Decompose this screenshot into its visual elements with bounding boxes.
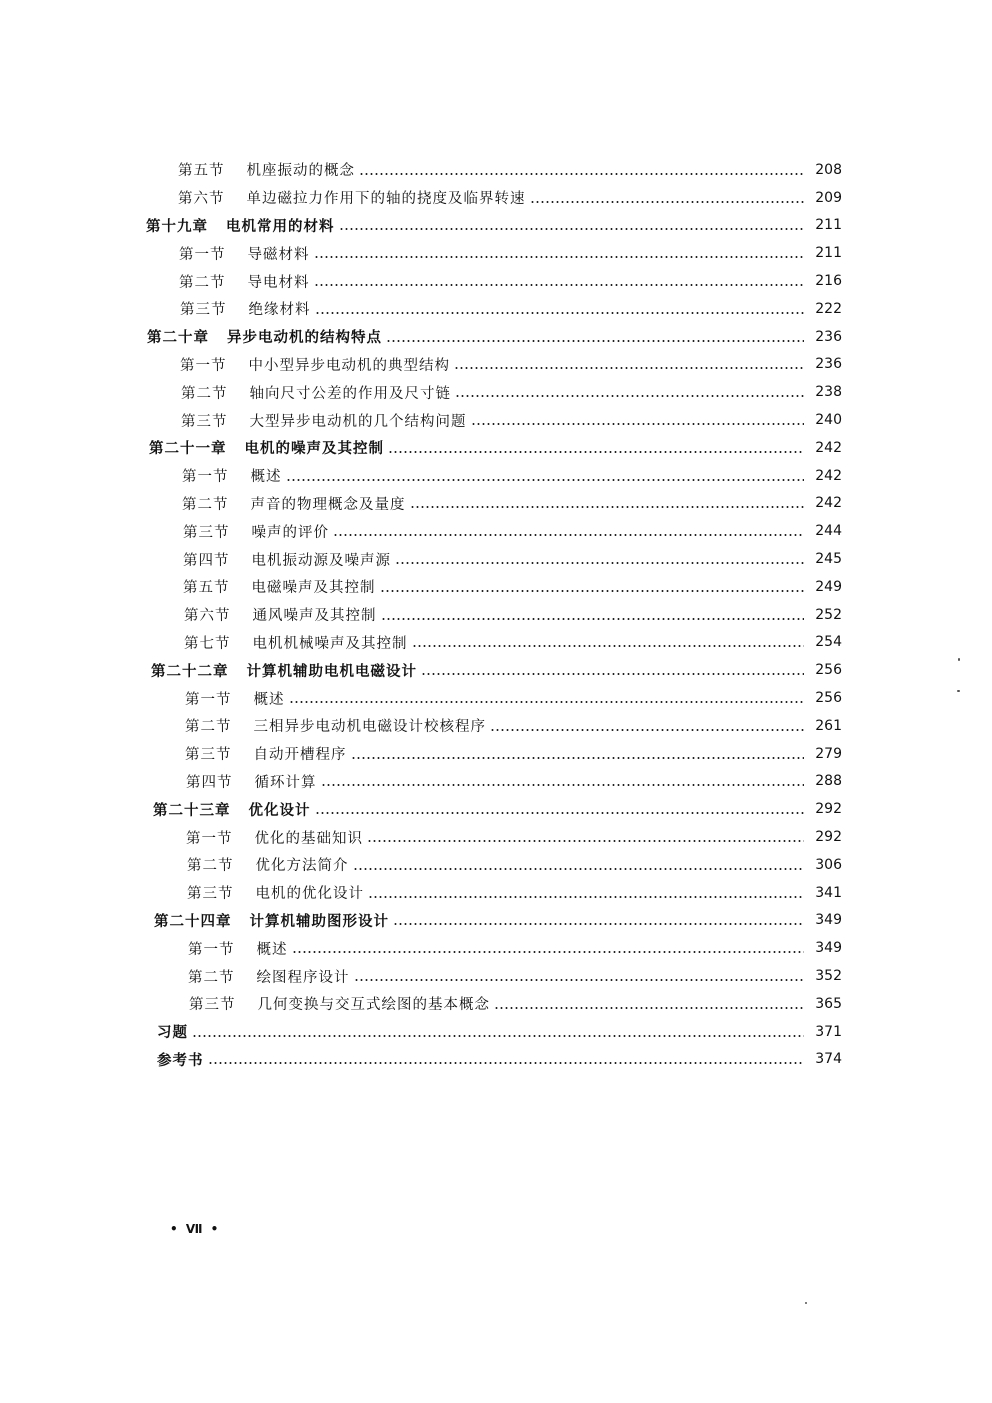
toc-entry-number: 第二十四章: [154, 912, 232, 930]
toc-entry-title: 电磁噪声及其控制: [251, 580, 376, 597]
toc-entry-title: 三相异步电动机电磁设计校核程序: [253, 719, 486, 736]
toc-page-number: 244: [815, 523, 842, 540]
toc-entry-title: 单边磁拉力作用下的轴的挠度及临界转速: [246, 191, 526, 208]
toc-backmatter-entry[interactable]: [0, 1046, 842, 1074]
toc-entry-title: 声音的物理概念及量度: [250, 496, 406, 513]
dot-leader: [530, 201, 805, 203]
toc-section-entry[interactable]: [0, 378, 842, 406]
dot-leader: [292, 951, 805, 953]
toc-section-entry[interactable]: [0, 851, 842, 879]
scan-speck: [957, 690, 960, 692]
toc-page-number: 292: [815, 829, 842, 846]
toc-entry-title: 电机振动源及噪声源: [251, 552, 391, 569]
toc-page-number: 211: [815, 245, 842, 262]
toc-section-entry[interactable]: [0, 517, 842, 545]
toc-backmatter-entry[interactable]: [0, 1018, 842, 1046]
table-of-contents: [0, 156, 992, 1073]
toc-page-number: 249: [815, 578, 842, 595]
toc-entry-number: 第六节: [178, 191, 225, 208]
toc-entry-number: 第四节: [186, 774, 233, 791]
toc-page-number: 242: [815, 467, 842, 484]
dot-leader: [314, 284, 805, 286]
toc-section-entry[interactable]: [0, 934, 842, 962]
toc-section-entry[interactable]: [0, 712, 842, 740]
toc-page-number: 349: [815, 940, 842, 957]
dot-leader: [333, 534, 804, 536]
toc-page-number: 236: [815, 356, 842, 373]
toc-page-number: 374: [815, 1051, 842, 1068]
toc-chapter-entry[interactable]: [0, 795, 842, 823]
toc-page-number: 306: [815, 856, 842, 873]
toc-entry-title: 优化方法简介: [255, 858, 349, 875]
toc-entry-number: 第六节: [184, 608, 231, 625]
dot-leader: [388, 451, 804, 453]
toc-entry-title: 参考书: [157, 1051, 204, 1069]
toc-section-entry[interactable]: [0, 184, 842, 212]
toc-page-number: 341: [815, 884, 842, 901]
toc-entry-title: 概述: [250, 469, 282, 486]
toc-entry-title: 电机常用的材料: [226, 217, 335, 235]
dot-leader: [321, 784, 805, 786]
toc-chapter-entry[interactable]: [0, 434, 842, 462]
toc-chapter-entry[interactable]: [0, 656, 842, 684]
toc-entry-title: 电机的噪声及其控制: [244, 440, 384, 458]
toc-page-number: 292: [815, 801, 842, 818]
toc-entry-title: 通风噪声及其控制: [252, 608, 377, 625]
dot-leader: [471, 423, 805, 425]
toc-entry-title: 导电材料: [247, 274, 310, 291]
toc-section-entry[interactable]: [0, 601, 842, 629]
toc-section-entry[interactable]: [0, 768, 842, 796]
dot-leader: [455, 395, 804, 397]
toc-entry-number: 第三节: [183, 524, 230, 541]
toc-page-number: 365: [815, 995, 842, 1012]
toc-page-number: 279: [815, 745, 842, 762]
toc-page-number: 261: [815, 717, 842, 734]
toc-page-number: 256: [815, 690, 842, 707]
toc-entry-number: 第二十二章: [151, 662, 229, 680]
toc-page-number: 371: [815, 1023, 842, 1040]
page-number-footer: • Ⅶ •: [170, 1222, 221, 1236]
dot-leader: [315, 312, 805, 314]
toc-section-entry[interactable]: [0, 490, 842, 518]
toc-section-entry[interactable]: [0, 239, 842, 267]
toc-entry-number: 第一节: [180, 357, 227, 374]
toc-entry-number: 第二节: [179, 274, 226, 291]
dot-leader: [359, 173, 804, 175]
toc-entry-title: 绝缘材料: [248, 302, 311, 319]
toc-page-number: 242: [815, 439, 842, 456]
toc-entry-number: 第二十一章: [149, 440, 227, 458]
toc-page-number: 238: [815, 384, 842, 401]
dot-leader: [339, 228, 805, 230]
toc-entry-number: 第三节: [187, 886, 234, 903]
toc-page-number: 211: [815, 217, 842, 234]
toc-section-entry[interactable]: [0, 351, 842, 379]
toc-entry-title: 中小型异步电动机的典型结构: [248, 357, 450, 374]
toc-entry-number: 第二节: [188, 969, 235, 986]
toc-entry-title: 优化设计: [248, 801, 311, 819]
toc-entry-number: 第二十章: [147, 329, 209, 347]
toc-page-number: 242: [815, 495, 842, 512]
dot-leader: [353, 868, 805, 870]
scan-speck: [958, 658, 960, 661]
toc-page-number: 208: [815, 161, 842, 178]
toc-entry-title: 计算机辅助电机电磁设计: [246, 662, 417, 680]
dot-leader: [289, 701, 805, 703]
toc-entry-title: 电机的优化设计: [255, 886, 364, 903]
toc-section-entry[interactable]: [0, 267, 842, 295]
toc-entry-number: 第五节: [183, 580, 230, 597]
dot-leader: [490, 729, 804, 731]
toc-entry-title: 电机机械噪声及其控制: [252, 635, 408, 652]
toc-entry-number: 第一节: [179, 246, 226, 263]
dot-leader: [395, 562, 804, 564]
toc-entry-number: 第十九章: [146, 217, 208, 235]
toc-entry-title: 异步电动机的结构特点: [227, 329, 382, 347]
toc-section-entry[interactable]: [0, 573, 842, 601]
toc-entry-number: 第二节: [182, 496, 229, 513]
dot-leader: [494, 1007, 804, 1009]
toc-entry-number: 第五节: [178, 163, 225, 180]
toc-page-number: 209: [815, 189, 842, 206]
toc-entry-number: 第二节: [185, 719, 232, 736]
toc-section-entry[interactable]: [0, 962, 842, 990]
dot-leader: [381, 618, 805, 620]
toc-entry-title: 机座振动的概念: [246, 163, 355, 180]
dot-leader: [386, 340, 804, 342]
toc-page-number: 252: [815, 606, 842, 623]
toc-entry-title: 噪声的评价: [251, 524, 329, 541]
toc-entry-title: 导磁材料: [247, 246, 310, 263]
toc-chapter-entry[interactable]: [0, 212, 842, 240]
dot-leader: [368, 896, 804, 898]
dot-leader: [380, 590, 805, 592]
toc-entry-number: 第一节: [188, 941, 235, 958]
toc-entry-title: 轴向尺寸公差的作用及尺寸链: [249, 385, 451, 402]
toc-entry-number: 第七节: [184, 635, 231, 652]
toc-page-number: 222: [815, 300, 842, 317]
toc-section-entry[interactable]: [0, 684, 842, 712]
dot-leader: [393, 923, 804, 925]
toc-entry-title: 绘图程序设计: [256, 969, 350, 986]
toc-section-entry[interactable]: [0, 462, 842, 490]
scan-speck: [805, 1302, 807, 1304]
toc-entry-number: 第三节: [185, 747, 232, 764]
toc-section-entry[interactable]: [0, 990, 842, 1018]
toc-entry-number: 第一节: [186, 830, 233, 847]
toc-section-entry[interactable]: [0, 156, 842, 184]
toc-section-entry[interactable]: [0, 295, 842, 323]
toc-entry-title: 习题: [157, 1024, 188, 1042]
dot-leader: [454, 367, 804, 369]
toc-chapter-entry[interactable]: [0, 323, 842, 351]
toc-section-entry[interactable]: [0, 629, 842, 657]
toc-section-entry[interactable]: [0, 740, 842, 768]
toc-entry-number: 第四节: [183, 552, 230, 569]
toc-page-number: 236: [815, 328, 842, 345]
dot-leader: [314, 256, 805, 258]
dot-leader: [421, 673, 804, 675]
toc-entry-number: 第三节: [181, 413, 228, 430]
toc-entry-title: 概述: [256, 941, 288, 958]
dot-leader: [351, 757, 805, 759]
toc-page-number: 216: [815, 273, 842, 290]
toc-entry-number: 第二十三章: [153, 801, 231, 819]
toc-page-number: 245: [815, 551, 842, 568]
dot-leader: [286, 479, 805, 481]
toc-entry-title: 循环计算: [254, 774, 317, 791]
toc-entry-title: 优化的基础知识: [254, 830, 363, 847]
toc-entry-title: 概述: [253, 691, 285, 708]
toc-entry-number: 第一节: [185, 691, 232, 708]
dot-leader: [412, 645, 805, 647]
toc-section-entry[interactable]: [0, 545, 842, 573]
dot-leader: [315, 812, 805, 814]
toc-page-number: 254: [815, 634, 842, 651]
toc-entry-number: 第一节: [182, 469, 229, 486]
toc-entry-number: 第二节: [181, 385, 228, 402]
toc-entry-title: 几何变换与交互式绘图的基本概念: [257, 997, 490, 1014]
toc-section-entry[interactable]: [0, 406, 842, 434]
dot-leader: [367, 840, 804, 842]
toc-entry-title: 大型异步电动机的几个结构问题: [249, 413, 467, 430]
toc-entry-number: 第三节: [180, 302, 227, 319]
dot-leader: [192, 1035, 804, 1037]
toc-entry-number: 第二节: [187, 858, 234, 875]
toc-section-entry[interactable]: [0, 823, 842, 851]
toc-entry-number: 第三节: [189, 997, 236, 1014]
toc-section-entry[interactable]: [0, 879, 842, 907]
toc-page-number: 256: [815, 662, 842, 679]
toc-entry-title: 计算机辅助图形设计: [249, 912, 389, 930]
toc-page-number: 240: [815, 412, 842, 429]
toc-page-number: 352: [815, 968, 842, 984]
dot-leader: [354, 979, 805, 981]
toc-chapter-entry[interactable]: [0, 907, 842, 935]
toc-page-number: 288: [815, 773, 842, 790]
dot-leader: [410, 506, 805, 508]
dot-leader: [208, 1062, 805, 1064]
toc-entry-title: 自动开槽程序: [253, 747, 347, 764]
toc-page-number: 349: [815, 912, 842, 929]
